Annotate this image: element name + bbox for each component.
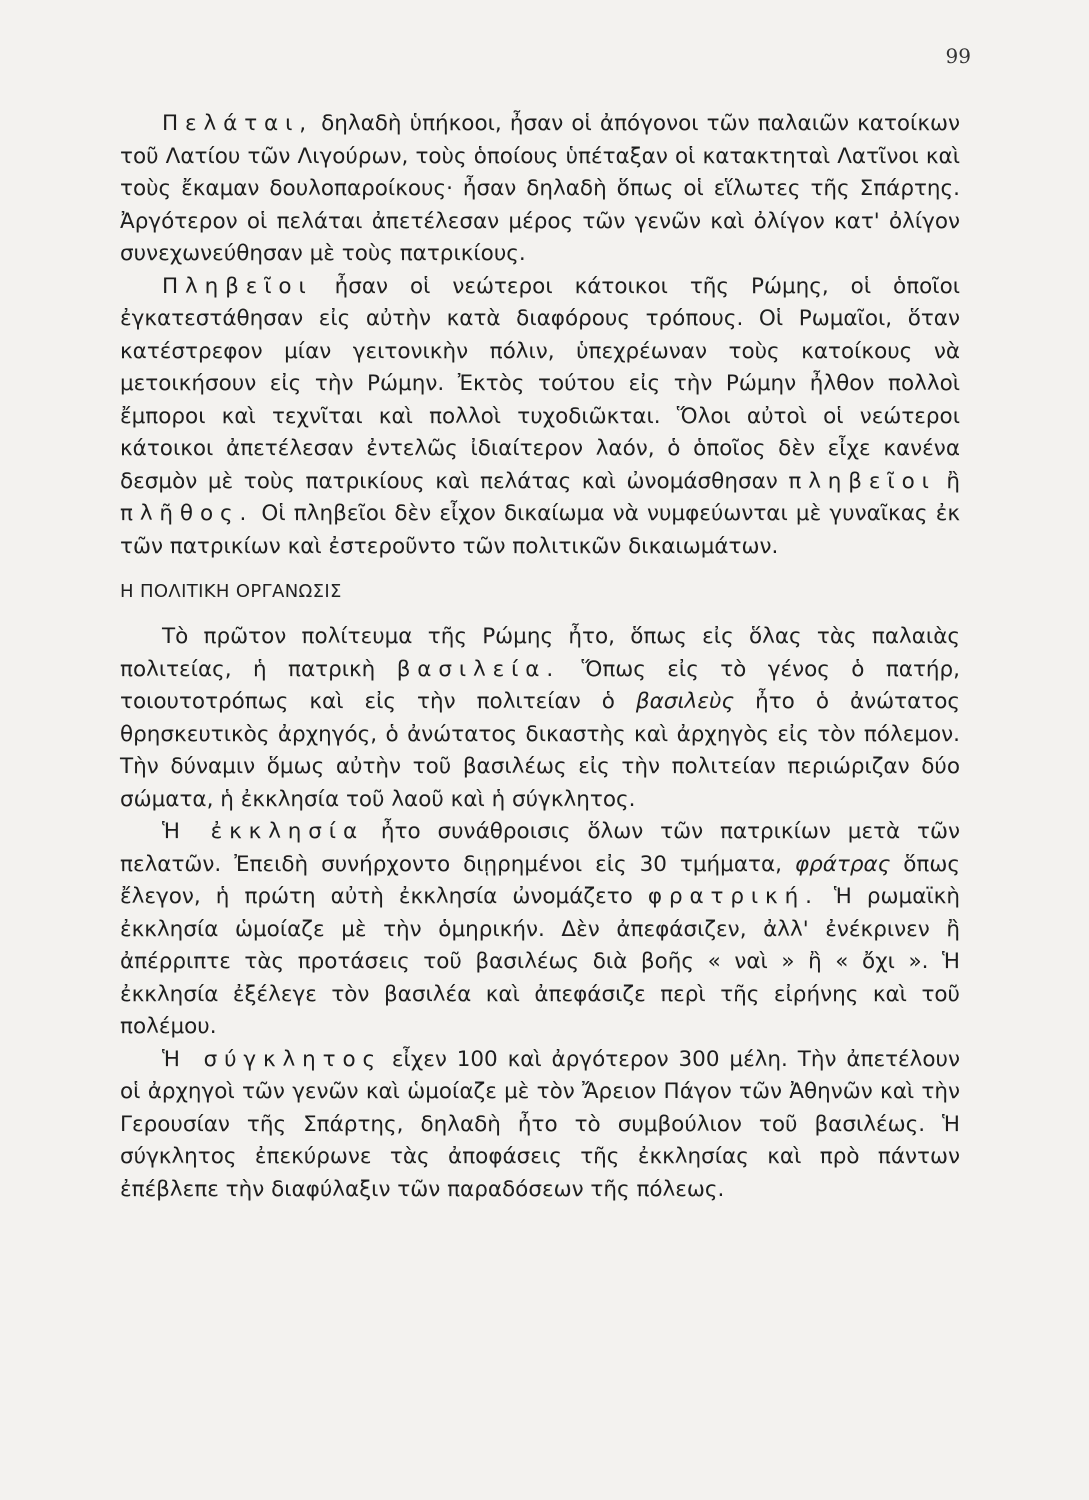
paragraph-kingship-text-c: ἦτο ὁ ἀνώτατος θρησκευτικὸς ἀρχηγός, ὁ ἀνώτατος δικαστὴς καὶ ἀρχηγὸς εἰς τὸν πόλεμον. Τὴν δύναμιν ὅμως αὐτὴν τοῦ βασιλέως εἰς τὴν πολιτείαν περιώριζαν δύο σώματα, ἡ ἐκκλησία τοῦ λαοῦ καὶ ἡ σύγκλητος.	[120, 689, 960, 812]
paragraph-kingship	[120, 621, 960, 816]
page-number: 99	[945, 44, 971, 68]
paragraph-plebeians-text-a: ἦσαν οἱ νεώτεροι κάτοικοι τῆς Ρώμης, οἱ ὁποῖοι ἐγκατεστάθησαν εἰς αὐτὴν κατὰ διαφόρους τρόπους. Οἱ Ρωμαῖοι, ὅταν κατέστρεφον μίαν γειτονικὴν πόλιν, ὑπεχρέωναν τοὺς κατοίκους νὰ μετοικήσουν εἰς τὴν Ρώμην. Ἐκτὸς τούτου εἰς τὴν Ρώμην ἦλθον πολλοὶ ἔμποροι καὶ τεχνῖται καὶ πολλοὶ τυχοδιῶκται. Ὅλοι αὐτοὶ οἱ νεώτεροι κάτοικοι ἀπετέλεσαν ἐντελῶς ἰδιαίτερον λαόν, ὁ ὁποῖος δὲν εἶχε κανένα δεσμὸν μὲ τοὺς πατρικίους καὶ πελάτας καὶ ὠνομάσθησαν	[120, 273, 960, 494]
term-plethos: πλῆθος.	[120, 501, 254, 526]
paragraph-ekklesia-text-b: ὅπως ἔλεγον, ἡ πρώτη αὐτὴ ἐκκλησία ὠνομάζετο	[120, 851, 960, 909]
paragraph-pelatai-text: δηλαδὴ ὑπήκοοι, ἦσαν οἱ ἀπόγονοι τῶν παλαιῶν κατοίκων τοῦ Λατίου τῶν Λιγούρων, τοὺς ὁποίους ὑπέταξαν οἱ κατακτηταὶ Λατῖνοι καὶ τοὺς ἔκαμαν δουλοπαροίκους· ἦσαν δηλαδὴ ὅπως οἱ εἵλωτες τῆς Σπάρτης. Ἀργότερον οἱ πελάται ἀπετέλεσαν μέρος τῶν γενῶν καὶ ὀλίγον κατ' ὀλίγον συνεχωνεύθησαν μὲ τοὺς πατρικίους.	[120, 111, 960, 266]
term-ekklesia: Ἡ ἐκκλησία	[162, 819, 365, 844]
paragraph-plebeians	[120, 271, 960, 564]
paragraph-ekklesia	[120, 816, 960, 1044]
term-phratrike: φρατρική.	[647, 884, 819, 909]
paragraph-kingship-text-b: Ὅπως εἰς τὸ γένος ὁ πατήρ, τοιουτοτρόπως καὶ εἰς τὴν πολιτείαν ὁ	[120, 656, 960, 714]
section-heading: Η ΠΟΛΙΤΙΚΗ ΟΡΓΑΝΩΣΙΣ	[120, 581, 342, 602]
term-basileia: βασιλεία.	[396, 656, 561, 682]
term-basileus: βασιλεὺς	[635, 689, 735, 714]
paragraph-plebeians-text-b: ἢ	[935, 468, 960, 494]
paragraph-ekklesia-text-c: Ἡ ρωμαϊκὴ ἐκκλησία ὡμοίαζε μὲ τὴν ὁμηρικήν. Δὲν ἀπεφάσιζεν, ἀλλ' ἐνέκρινεν ἢ ἀπέρριπτε τὰς προτάσεις τοῦ βασιλέως διὰ βοῆς « ναὶ » ἢ « ὄχι ». Ἡ ἐκκλησία ἐξέλεγε τὸν βασιλέα καὶ ἀπεφάσιζε περὶ τῆς εἰρήνης καὶ τοῦ πολέμου.	[120, 884, 960, 1039]
term-synkletos: Ἡ σύγκλητος	[162, 1046, 383, 1072]
term-plebeioi-2: πληβεῖοι	[788, 468, 936, 494]
paragraph-ekklesia-text-a: ἦτο συνάθροισις ὅλων τῶν πατρικίων μετὰ τῶν πελατῶν. Ἐπειδὴ συνήρχοντο διῃρημένοι εἰς 30 τμήματα,	[120, 819, 961, 877]
term-phratras: φράτρας	[794, 851, 891, 877]
paragraph-plebeians-text-c: Οἱ πληβεῖοι δὲν εἶχον δικαίωμα νὰ νυμφεύωνται μὲ γυναῖκας ἐκ τῶν πατρικίων καὶ ἐστεροῦντο τῶν πολιτικῶν δικαιωμάτων.	[120, 501, 960, 559]
paragraph-senate-text: εἶχεν 100 καὶ ἀργότερον 300 μέλη. Τὴν ἀπετέλουν οἱ ἀρχηγοὶ τῶν γενῶν καὶ ὡμοίαζε μὲ τὸν Ἄρειον Πάγον τῶν Ἀθηνῶν καὶ τὴν Γερουσίαν τῆς Σπάρτης, δηλαδὴ ἦτο τὸ συμβούλιον τοῦ βασιλέως. Ἡ σύγκλητος ἐπεκύρωνε τὰς ἀποφάσεις τῆς ἐκκλησίας καὶ πρὸ πάντων ἐπέβλεπε τὴν διαφύλαξιν τῶν παραδόσεων τῆς πόλεως.	[120, 1046, 960, 1202]
term-pelatai: Πελάται,	[162, 111, 313, 136]
paragraph-senate	[120, 1044, 960, 1207]
term-plebeioi: Πληβεῖοι	[162, 273, 313, 299]
paragraph-kingship-text-a: Τὸ πρῶτον πολίτευμα τῆς Ρώμης ἦτο, ὅπως εἰς ὅλας τὰς παλαιὰς πολιτείας, ἡ πατρικὴ	[120, 624, 960, 682]
body-text	[120, 108, 960, 1206]
paragraph-pelatai	[120, 108, 960, 271]
